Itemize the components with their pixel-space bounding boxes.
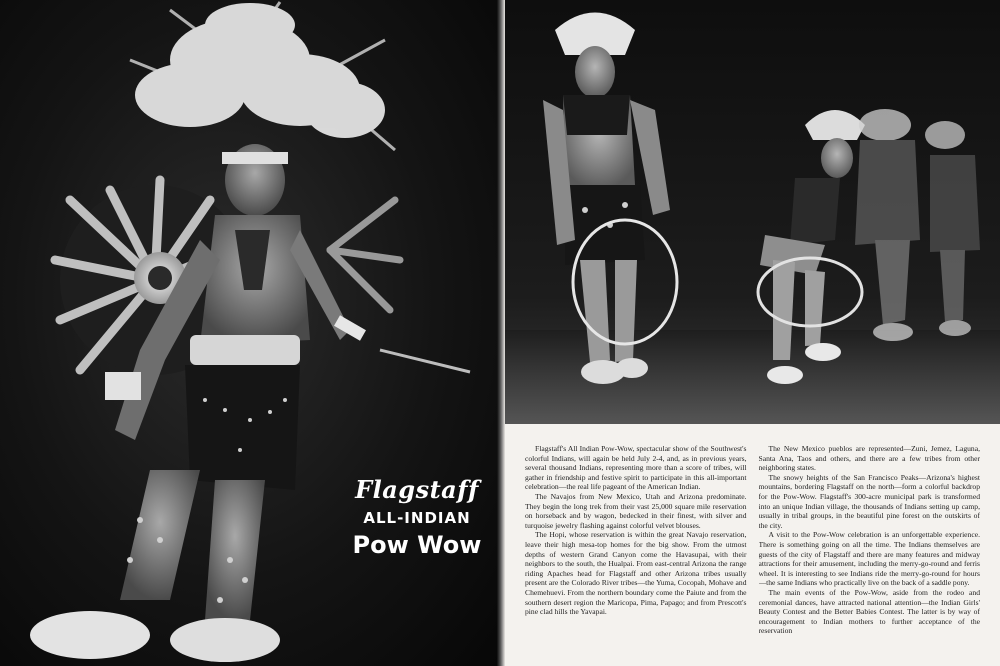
hoop-dancers-photo [505, 0, 1000, 424]
paragraph: The Hopi, whose reservation is within the great Navajo reservation, leave their high mesa-top homes for the big show. From the utmost depths of western Grand Canyon come the Havasupai, with their neighbors to the south, the Hualpai. From east-central Arizona the range riding Apaches head for Flagstaff and other Arizona tribes usually present are the Colorado River tribes—the Yuma, Cocopah, Mohave and Chemehuevi. From the northern boundary come the Paiute and from the southern desert region the Maricopa, Pima, Papago; and from Prescott's pine clad hills the Yavapai. [525, 530, 747, 617]
article-column-2 [759, 444, 981, 660]
article-column-1 [525, 444, 747, 660]
paragraph: The Navajos from New Mexico, Utah and Arizona predominate. They begin the long trek from their vast 25,000 square mile reservation on horseback and by wagon, bedecked in their finest, with silver and turquoise jewelry flashing against colorful velvet blouses. [525, 491, 747, 530]
title-all-indian: ALL-INDIAN [363, 509, 471, 527]
right-page [505, 0, 1000, 666]
paragraph: The New Mexico pueblos are represented—Zuni, Jemez, Laguna, Santa Ana, Taos and others, and there are a few tribes from other neighboring states. [758, 444, 980, 473]
left-page [0, 0, 497, 666]
dancer-photo [0, 0, 497, 666]
page-gutter [497, 0, 505, 666]
paragraph: The main events of the Pow-Wow, aside from the rodeo and ceremonial dances, have attracted national attention—the Indian Girls' Beauty Contest and the Better Babies Contest. The latter is by way of encouragement to Indian mothers to further acceptance of the reservation [758, 587, 980, 636]
paragraph: A visit to the Pow-Wow celebration is an unforgettable experience. There is something going on all the time. The Indians themselves are guests of the city of Flagstaff and there are many features and midway attractions for their amusement, including the merry-go-round and ferris wheel. It is interesting to see Indians ride the merry-go-round for hours—the same Indians who practically live on the back of a saddle pony. [758, 530, 980, 588]
paragraph: The snowy heights of the San Francisco Peaks—Arizona's highest mountains, bordering Flagstaff on the north—form a colorful backdrop for the Pow-Wow. Flagstaff's 300-acre municipal park is transformed into an unique Indian village, the thousands of Indians setting up camp, usually in tribal groups, in the beautiful pine forest on the outskirts of the city. [758, 472, 980, 530]
paragraph: Flagstaff's All Indian Pow-Wow, spectacular show of the Southwest's colorful Indians, will again be held July 2-4, and, as in previous years, several thousand Indians, representing more than a score of tribes, will gather in friendship and festive spirit to participate in this all-important celebration—the real life pageant of the American Indian. [525, 444, 747, 492]
title-flagstaff: Flagstaff [355, 475, 479, 504]
article-body [525, 444, 980, 660]
title-pow-wow: Pow Wow [352, 531, 482, 559]
article-title [352, 476, 482, 560]
